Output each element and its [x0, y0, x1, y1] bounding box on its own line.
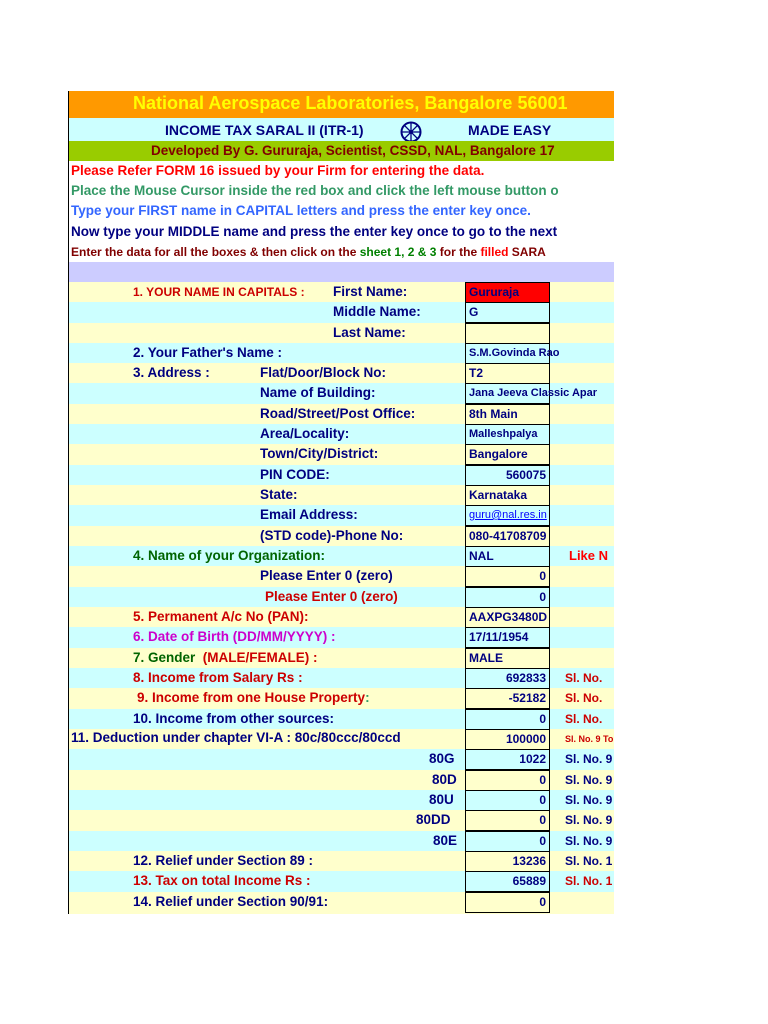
middle-name-field[interactable]: G — [465, 302, 550, 323]
row-gender — [69, 648, 614, 668]
row-relief-90 — [69, 892, 614, 914]
other-sl-ref: Sl. No. — [565, 712, 603, 726]
flat-label: Flat/Door/Block No: — [260, 365, 387, 380]
q9-label-text: 9. Income from one House Property — [137, 690, 366, 705]
town-field[interactable]: Bangalore — [465, 444, 550, 465]
row-house — [69, 688, 614, 709]
zero-1-label: Please Enter 0 (zero) — [260, 568, 393, 583]
phone-label: (STD code)-Phone No: — [260, 528, 404, 543]
q10-label: 10. Income from other sources: — [133, 711, 335, 726]
instruction-5-sheets: sheet 1, 2 & 3 — [359, 245, 437, 259]
instruction-5-e: SARA — [508, 245, 546, 259]
q7-label — [133, 650, 318, 665]
instruction-3: Type your FIRST name in CAPITAL letters and press the enter key once. — [71, 203, 531, 218]
organization-field[interactable]: NAL — [465, 546, 550, 566]
row-road — [69, 404, 614, 424]
ded-80e-sl-ref: Sl. No. 9 — [565, 834, 613, 848]
pin-field[interactable]: 560075 — [465, 465, 550, 485]
q5-label: 5. Permanent A/c No (PAN): — [133, 609, 309, 624]
q9-label-colon: : — [365, 690, 370, 705]
q9-label — [137, 690, 370, 705]
row-zero-2 — [69, 587, 614, 607]
q1-label: 1. YOUR NAME IN CAPITALS : — [133, 285, 305, 299]
first-name-field[interactable]: Gururaja — [465, 282, 550, 302]
ded-80c-sl-ref: Sl. No. 9 To — [565, 734, 614, 744]
tax-field[interactable]: 65889 — [465, 871, 550, 892]
form-title: INCOME TAX SARAL II (ITR-1) — [165, 122, 364, 138]
zero-2-label: Please Enter 0 (zero) — [265, 589, 398, 604]
made-easy-label: MADE EASY — [468, 122, 552, 138]
developer-row — [69, 141, 614, 161]
row-building — [69, 383, 614, 404]
organization-note: Like N — [569, 548, 609, 563]
instruction-1: Please Refer FORM 16 issued by your Firm for entering the data. — [71, 163, 485, 178]
q2-label: 2. Your Father's Name : — [133, 345, 283, 360]
email-label: Email Address: — [260, 507, 358, 522]
pan-field[interactable]: AAXPG3480D — [465, 607, 550, 627]
row-80dd — [69, 810, 614, 831]
q12-label: 12. Relief under Section 89 : — [133, 853, 314, 868]
80u-label: 80U — [429, 792, 454, 807]
row-organization — [69, 546, 614, 566]
row-pin — [69, 465, 614, 485]
instruction-5-a: Enter the data for all the boxes & then click on the — [71, 245, 360, 259]
q14-label: 14. Relief under Section 90/91: — [133, 894, 329, 909]
q11-label: 11. Deduction under chapter VI-A : 80c/80ccc/80ccd — [71, 730, 401, 745]
instruction-2: Place the Mouse Cursor inside the red box and click the left mouse button o — [71, 183, 559, 198]
row-father-name — [69, 343, 614, 363]
building-field[interactable]: Jana Jeeva Classic Apar — [465, 383, 550, 404]
ded-80c-field[interactable]: 100000 — [465, 729, 550, 749]
row-pan — [69, 607, 614, 627]
relief-89-sl-ref: Sl. No. 1 — [565, 854, 613, 868]
row-tax — [69, 871, 614, 892]
instruction-5-filled: filled — [480, 245, 509, 259]
ded-80g-sl-ref: Sl. No. 9 — [565, 752, 613, 766]
row-other-income — [69, 709, 614, 729]
row-dob — [69, 627, 614, 648]
road-label: Road/Street/Post Office: — [260, 406, 416, 421]
ded-80dd-field[interactable]: 0 — [465, 810, 550, 831]
row-relief-89 — [69, 851, 614, 871]
instruction-row-4 — [69, 222, 614, 242]
80g-label: 80G — [429, 751, 455, 766]
instruction-row-2 — [69, 181, 614, 201]
last-name-field[interactable] — [465, 323, 550, 343]
instruction-row-5 — [69, 242, 614, 262]
ded-80u-field[interactable]: 0 — [465, 790, 550, 810]
row-80e — [69, 831, 614, 851]
house-field[interactable]: -52182 — [465, 688, 550, 709]
ded-80g-field[interactable]: 1022 — [465, 749, 550, 770]
developer-credit: Developed By G. Gururaja, Scientist, CSSD, NAL, Bangalore 17 — [151, 143, 555, 158]
building-label: Name of Building: — [260, 385, 376, 400]
row-flat — [69, 363, 614, 383]
phone-field[interactable]: 080-41708709 — [465, 526, 550, 546]
row-state — [69, 485, 614, 505]
row-phone — [69, 526, 614, 546]
middle-name-label: Middle Name: — [333, 304, 421, 319]
80d-label: 80D — [432, 772, 457, 787]
last-name-label: Last Name: — [333, 325, 406, 340]
row-salary — [69, 668, 614, 688]
80e-label: 80E — [433, 833, 458, 848]
row-first-name — [69, 282, 614, 302]
instruction-row-1 — [69, 161, 614, 181]
instruction-5 — [71, 245, 546, 259]
row-80c — [69, 729, 614, 749]
father-name-field[interactable]: S.M.Govinda Rao — [465, 343, 550, 363]
road-field[interactable]: 8th Main — [465, 404, 550, 424]
state-label: State: — [260, 487, 298, 502]
email-link[interactable]: guru@nal.res.in — [469, 509, 547, 521]
row-email — [69, 505, 614, 526]
zero-1-field[interactable]: 0 — [465, 566, 550, 587]
gender-field[interactable]: MALE — [465, 648, 550, 668]
tax-sl-ref: Sl. No. 1 — [565, 874, 613, 888]
org-title-row — [69, 91, 614, 118]
form-title-row — [69, 118, 614, 141]
relief-89-field[interactable]: 13236 — [465, 851, 550, 871]
area-field[interactable]: Malleshpalya — [465, 424, 550, 444]
pin-label: PIN CODE: — [260, 467, 330, 482]
80dd-label: 80DD — [416, 812, 451, 827]
salary-sl-ref: Sl. No. — [565, 671, 603, 685]
q4-label: 4. Name of your Organization: — [133, 548, 326, 563]
row-zero-1 — [69, 566, 614, 587]
instruction-4: Now type your MIDDLE name and press the enter key once to go to the next — [71, 224, 558, 239]
other-income-field[interactable]: 0 — [465, 709, 550, 729]
spreadsheet-sheet — [68, 91, 614, 914]
email-field[interactable] — [465, 505, 550, 526]
q7-label-b: (MALE/FEMALE) : — [202, 650, 318, 665]
ded-80u-sl-ref: Sl. No. 9 — [565, 793, 613, 807]
q8-label: 8. Income from Salary Rs : — [133, 670, 303, 685]
area-label: Area/Locality: — [260, 426, 350, 441]
row-80g — [69, 749, 614, 770]
first-name-label: First Name: — [333, 284, 408, 299]
q13-label: 13. Tax on total Income Rs : — [133, 873, 311, 888]
house-sl-ref: Sl. No. — [565, 691, 603, 705]
salary-field[interactable]: 692833 — [465, 668, 550, 688]
q6-label: 6. Date of Birth (DD/MM/YYYY) : — [133, 629, 336, 644]
q3-label: 3. Address : — [133, 365, 210, 380]
row-area — [69, 424, 614, 444]
ded-80d-field[interactable]: 0 — [465, 770, 550, 790]
state-field[interactable]: Karnataka — [465, 485, 550, 505]
zero-2-field[interactable]: 0 — [465, 587, 550, 607]
q7-label-a: 7. Gender — [133, 650, 203, 665]
ded-80dd-sl-ref: Sl. No. 9 — [565, 813, 613, 827]
instruction-row-3 — [69, 201, 614, 222]
town-label: Town/City/District: — [260, 446, 379, 461]
relief-90-field[interactable]: 0 — [465, 892, 550, 913]
row-80u — [69, 790, 614, 810]
row-last-name — [69, 323, 614, 343]
ashoka-chakra-icon — [400, 121, 422, 141]
row-town — [69, 444, 614, 465]
flat-field[interactable]: T2 — [465, 363, 550, 383]
instruction-5-c: for the — [436, 245, 481, 259]
dob-field[interactable]: 17/11/1954 — [465, 627, 550, 648]
org-title: National Aerospace Laboratories, Bangalore 56001 — [133, 93, 568, 113]
ded-80d-sl-ref: Sl. No. 9 — [565, 773, 613, 787]
row-middle-name — [69, 302, 614, 323]
row-80d — [69, 770, 614, 790]
spacer-row — [69, 262, 614, 282]
ded-80e-field[interactable]: 0 — [465, 831, 550, 851]
